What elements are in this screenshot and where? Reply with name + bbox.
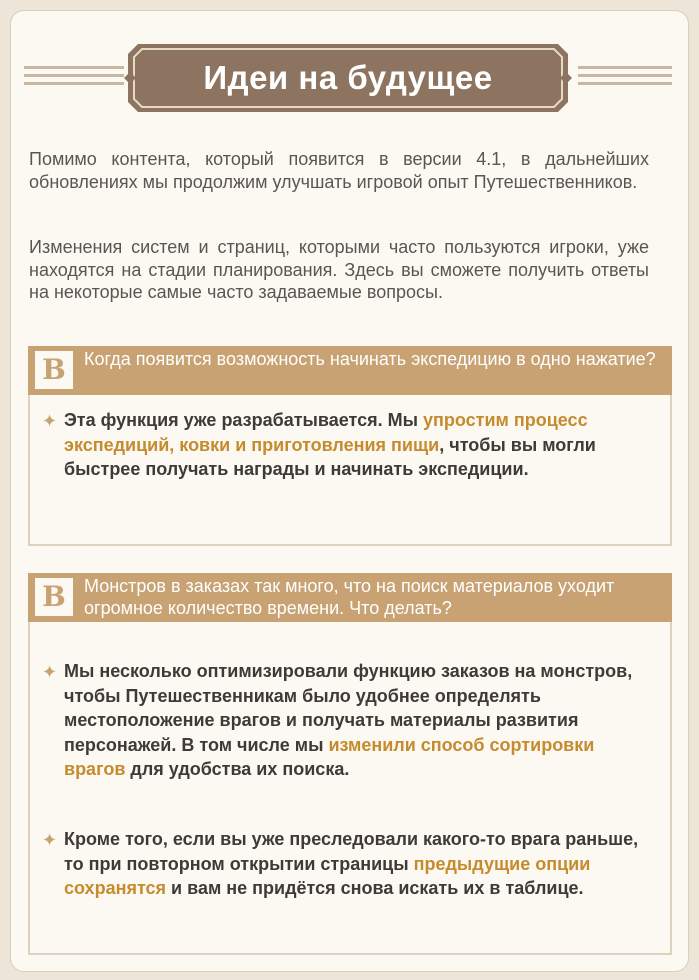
question-bar bbox=[28, 346, 672, 395]
question-text: Когда появится возможность начинать экспедицию в одно нажатие? bbox=[84, 349, 656, 369]
intro-paragraph-2: Изменения систем и страниц, которыми часто пользуются игроки, уже находятся на стадии планирования. Здесь вы сможете получить ответы на некоторые самые часто задаваемые вопросы. bbox=[29, 237, 649, 302]
qa-box-1 bbox=[28, 346, 672, 546]
header-left-lines bbox=[24, 66, 124, 90]
answer-text: ✦ Кроме того, если вы уже преследовали какого-то врага раньше, то при повторном открытии страницы предыдущие опции сохранятся и вам не придётся снова искать их в таблице. bbox=[42, 829, 639, 898]
qa-box-2 bbox=[28, 573, 672, 955]
answer-highlight: изменили способ сортировки врагов bbox=[64, 734, 595, 779]
question-text: Монстров в заказах так много, что на поиск материалов уходит огромное количество времени. Что делать? bbox=[84, 576, 615, 618]
answer-text: ✦ Мы несколько оптимизировали функцию заказов на монстров, чтобы Путешественникам было удобнее определять местоположение врагов и получать материалы развития персонажей. В том числе мы изменили способ сортировки врагов для удобства их поиска. bbox=[42, 661, 633, 779]
answer-highlight: упростим процесс экспедиций, ковки и приготовления пищи bbox=[64, 410, 588, 455]
header-right-lines bbox=[578, 66, 672, 90]
intro-paragraph-1: Помимо контента, который появится в версии 4.1, в дальнейших обновлениях мы продолжим улучшать игровой опыт Путешественников. bbox=[29, 149, 649, 192]
page-title: Идеи на будущее bbox=[203, 59, 493, 96]
question-bar bbox=[28, 573, 672, 622]
title-banner bbox=[124, 40, 572, 116]
sparkle-icon: ✦ bbox=[42, 411, 58, 431]
answer-highlight: предыдущие опции сохранятся bbox=[64, 853, 591, 898]
sparkle-icon: ✦ bbox=[42, 662, 58, 682]
sparkle-icon: ✦ bbox=[42, 830, 58, 850]
answer-text: ✦ Эта функция уже разрабатывается. Мы упростим процесс экспедиций, ковки и приготовления пищи, чтобы вы могли быстрее получать награды и начинать экспедиции. bbox=[42, 410, 596, 479]
question-badge: В bbox=[35, 351, 73, 389]
question-badge: В bbox=[35, 578, 73, 616]
